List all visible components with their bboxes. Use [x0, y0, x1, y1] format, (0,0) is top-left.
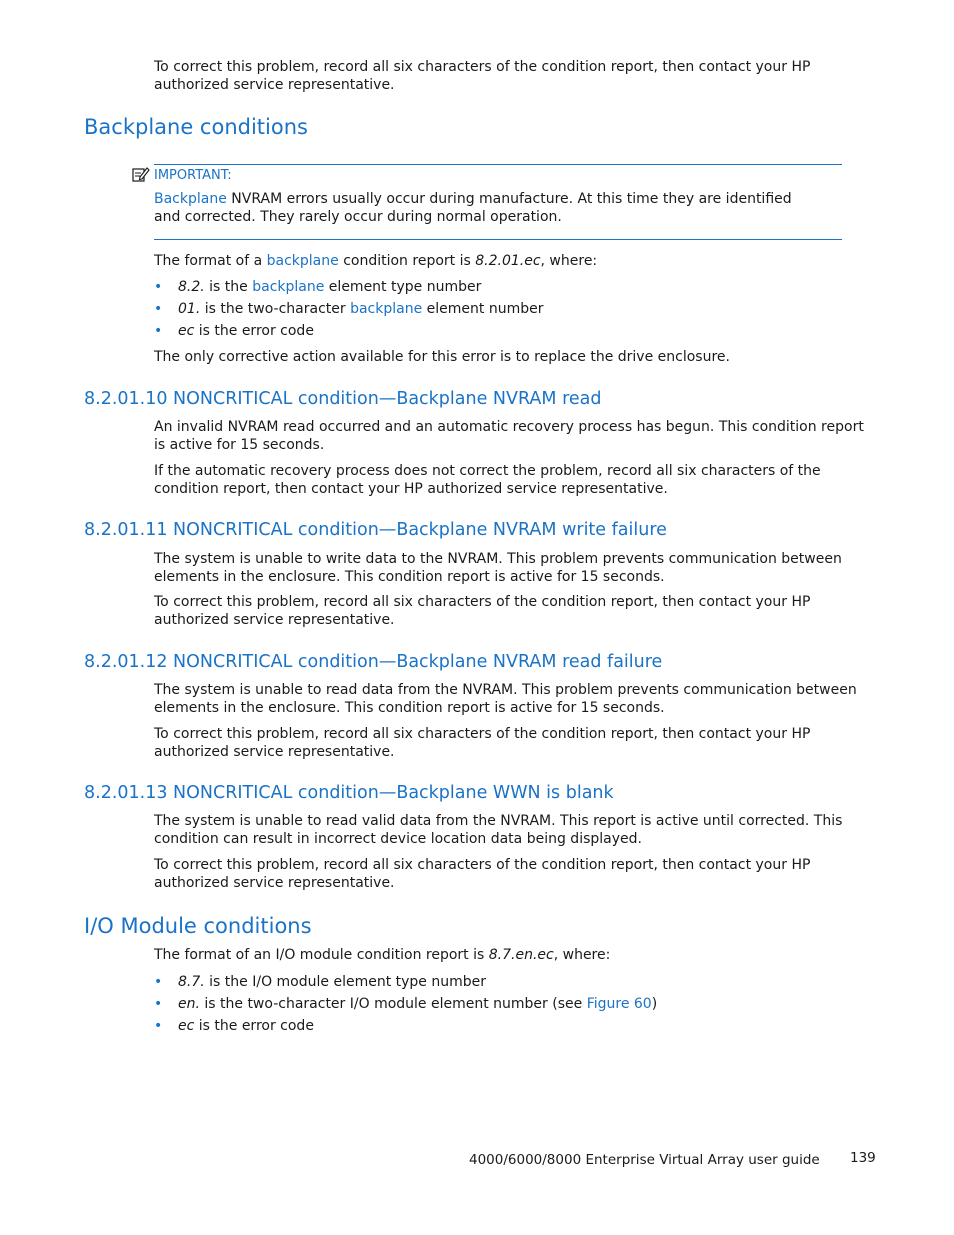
section-paragraph: The system is unable to read valid data from the NVRAM. This report is active until corrected. This condition can result in incorrect device location data being displayed. [154, 813, 843, 847]
list-item [154, 323, 544, 345]
subsection-heading-wwn-blank: 8.2.01.13 NONCRITICAL condition—Backplane WWN is blank [84, 783, 614, 803]
format-text-post: , where: [553, 947, 611, 963]
bullet-code: 8.7. [178, 974, 205, 990]
backplane-format-paragraph [154, 253, 864, 271]
bullet-code: ec [178, 323, 195, 339]
bullet-text: element number [422, 301, 544, 317]
format-text-post: , where: [540, 253, 598, 269]
footer-title: 4000/6000/8000 Enterprise Virtual Array user guide [469, 1152, 820, 1168]
bullet-text: is the two-character I/O module element number (see [199, 996, 587, 1012]
list-item [154, 974, 657, 996]
list-item [154, 1018, 657, 1040]
subsection-heading-nvram-write-failure: 8.2.01.11 NONCRITICAL condition—Backplane NVRAM write failure [84, 520, 667, 540]
section-heading-io-module: I/O Module conditions [84, 914, 312, 938]
bullet-text: is the two-character [200, 301, 351, 317]
io-bullet-list [154, 974, 657, 1040]
important-text [154, 191, 814, 226]
list-item [154, 279, 544, 301]
bullet-dot: • [154, 301, 163, 317]
section-paragraph: To correct this problem, record all six characters of the condition report, then contact your HP authorized service representative. [154, 594, 811, 628]
list-item [154, 301, 544, 323]
bullet-code: ec [178, 1018, 195, 1034]
format-text-mid: condition report is [338, 253, 476, 269]
bullet-text: is the [204, 279, 253, 295]
list-item [154, 996, 657, 1018]
page-number: 139 [850, 1150, 876, 1166]
backplane-link[interactable]: backplane [252, 279, 325, 295]
backplane-action-paragraph: The only corrective action available for this error is to replace the drive enclosure. [154, 349, 730, 365]
backplane-link[interactable]: backplane [350, 301, 423, 317]
bullet-code: en. [178, 996, 200, 1012]
io-format-paragraph [154, 947, 864, 965]
backplane-bullet-list [154, 279, 544, 345]
section-paragraph: If the automatic recovery process does not correct the problem, record all six characters of the condition report, then contact your HP authorized service representative. [154, 463, 821, 497]
important-label: IMPORTANT: [154, 168, 232, 183]
figure-60-link[interactable]: Figure 60 [586, 996, 652, 1012]
bullet-text: is the error code [194, 1018, 314, 1034]
important-top-rule [154, 164, 842, 165]
backplane-link[interactable]: backplane [266, 253, 339, 269]
format-text-pre: The format of an I/O module condition report is [154, 947, 489, 963]
subsection-heading-nvram-read: 8.2.01.10 NONCRITICAL condition—Backplane NVRAM read [84, 389, 602, 409]
bullet-dot: • [154, 1018, 163, 1034]
bullet-text: is the I/O module element type number [204, 974, 487, 990]
intro-paragraph: To correct this problem, record all six characters of the condition report, then contact your HP authorized service representative. [154, 59, 811, 93]
important-body: NVRAM errors usually occur during manufacture. At this time they are identified and corrected. They rarely occur during normal operation. [154, 191, 792, 225]
section-heading-backplane: Backplane conditions [84, 115, 308, 139]
section-paragraph: An invalid NVRAM read occurred and an automatic recovery process has begun. This condition report is active for 15 seconds. [154, 419, 864, 453]
bullet-text: element type number [324, 279, 482, 295]
section-paragraph: To correct this problem, record all six characters of the condition report, then contact your HP authorized service representative. [154, 726, 811, 760]
bullet-code: 01. [178, 301, 201, 317]
bullet-dot: • [154, 974, 163, 990]
format-text-pre: The format of a [154, 253, 267, 269]
section-paragraph: The system is unable to read data from the NVRAM. This problem prevents communication between elements in the enclosure. This condition report is active for 15 seconds. [154, 682, 857, 716]
bullet-dot: • [154, 323, 163, 339]
bullet-text: ) [651, 996, 658, 1012]
important-bottom-rule [154, 239, 842, 240]
note-pencil-icon [132, 166, 152, 184]
bullet-code: 8.2. [178, 279, 205, 295]
format-code: 8.2.01.ec [475, 253, 541, 269]
subsection-heading-nvram-read-failure: 8.2.01.12 NONCRITICAL condition—Backplane NVRAM read failure [84, 652, 663, 672]
section-paragraph: The system is unable to write data to the NVRAM. This problem prevents communication between elements in the enclosure. This condition report is active for 15 seconds. [154, 551, 842, 585]
backplane-link[interactable]: Backplane [154, 191, 227, 207]
bullet-dot: • [154, 279, 163, 295]
bullet-dot: • [154, 996, 163, 1012]
section-paragraph: To correct this problem, record all six characters of the condition report, then contact your HP authorized service representative. [154, 857, 811, 891]
bullet-text: is the error code [194, 323, 314, 339]
format-code: 8.7.en.ec [488, 947, 554, 963]
